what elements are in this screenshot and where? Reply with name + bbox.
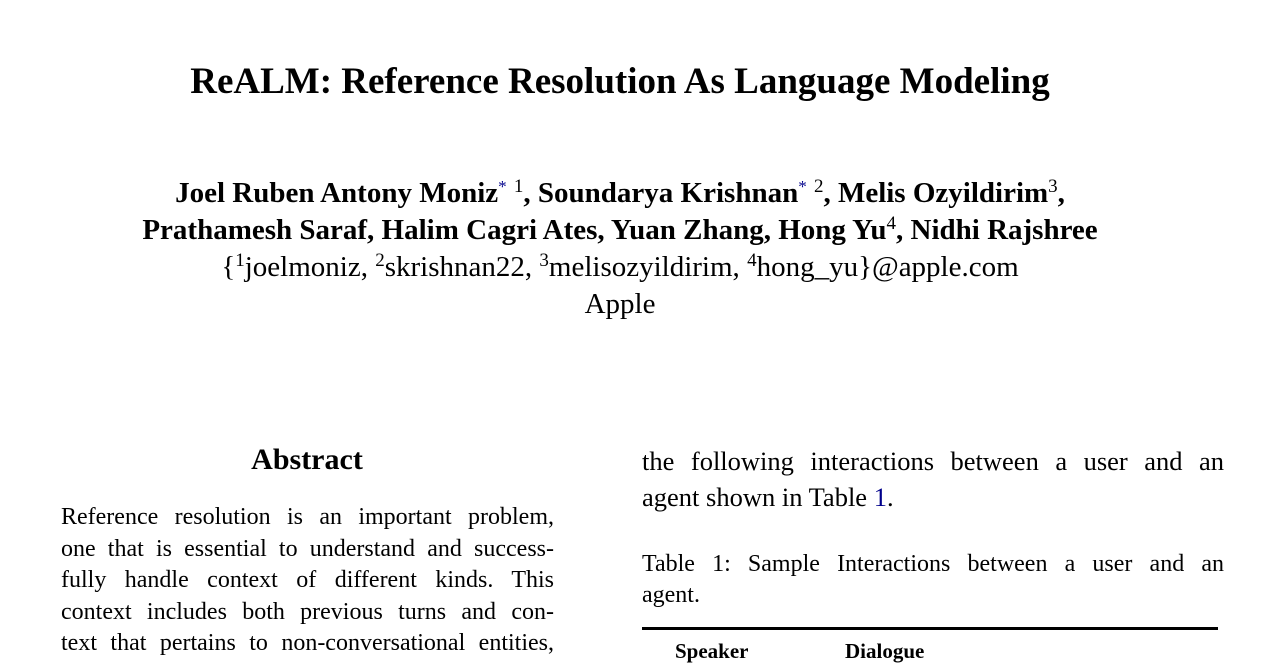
affiliation-sup: 3 [1048, 176, 1058, 197]
email-user: hong_yu}@apple.com [756, 251, 1019, 283]
email-user: melisozyildirim, [548, 251, 748, 283]
affiliation-sup: 4 [886, 213, 896, 234]
caption-line: Table 1: Sample Interactions between a user and an [642, 551, 1224, 577]
body-line: the following interactions between a user and an [642, 446, 1224, 476]
affiliation-sup: 1 [513, 176, 524, 197]
equal-contribution-mark[interactable]: * [498, 177, 507, 196]
affiliation: Apple [584, 288, 656, 320]
equal-contribution-mark[interactable]: * [798, 177, 807, 196]
author-name: Joel Ruben Antony Moniz [175, 177, 499, 209]
author-name: Soundarya Krishnan [537, 177, 799, 209]
author-names: Prathamesh Saraf, Halim Cagri Ates, Yuan Zhang, Hong Yu [142, 214, 887, 246]
email-sup: 3 [539, 250, 549, 271]
author-block [0, 168, 1240, 323]
email-sup: 4 [747, 250, 757, 271]
abstract-line: Reference resolution is an important problem, [61, 504, 554, 530]
table-header-dialogue: Dialogue [845, 639, 925, 663]
author-name: Melis Ozyildirim [837, 177, 1049, 209]
abstract-line: one that is essential to understand and success- [61, 535, 554, 562]
table-top-rule [642, 627, 1218, 630]
table-header-speaker: Speaker [675, 639, 749, 663]
email-sup: 2 [375, 250, 385, 271]
author-separator: , [523, 177, 538, 209]
body-text: agent shown in Table [642, 482, 874, 512]
email-user: skrishnan22, [384, 251, 540, 283]
body-text: . [886, 482, 894, 512]
brace: { [221, 251, 236, 283]
author-name: , Nidhi Rajshree [896, 214, 1098, 246]
email-user: joelmoniz, [244, 251, 376, 283]
caption-line: agent. [642, 582, 700, 608]
body-text-right [642, 443, 1224, 515]
body-line [642, 479, 1224, 515]
table-caption [642, 549, 1224, 611]
author-separator: , [823, 177, 838, 209]
author-line-2 [0, 212, 1240, 249]
author-emails [0, 249, 1240, 286]
author-separator: , [1057, 177, 1065, 209]
paper-title: ReALM: Reference Resolution As Language Modeling [190, 61, 1050, 102]
abstract-line: context includes both previous turns and con- [61, 598, 554, 625]
abstract-heading: Abstract [251, 443, 363, 476]
abstract-text [61, 502, 554, 660]
affiliation-sup: 2 [813, 176, 824, 197]
author-line-1 [0, 168, 1240, 212]
abstract-line: fully handle context of different kinds. This [61, 567, 554, 593]
abstract-line: text that pertains to non-conversational entities, [61, 630, 554, 656]
table-reference-link[interactable]: 1 [873, 482, 887, 512]
email-sup: 1 [235, 250, 245, 271]
